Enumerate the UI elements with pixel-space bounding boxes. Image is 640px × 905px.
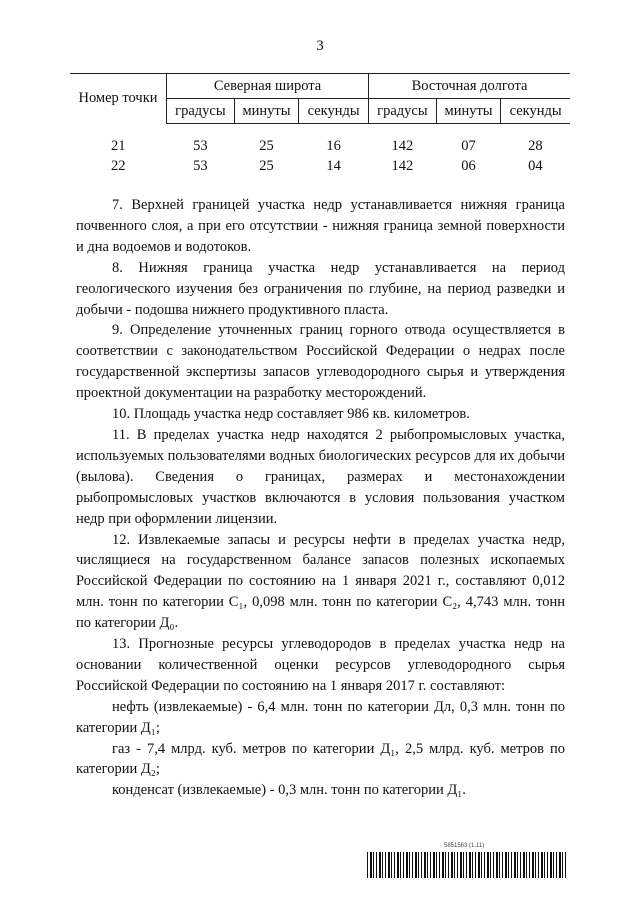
table-spacer-row bbox=[70, 124, 570, 137]
header-north-latitude: Северная широта bbox=[167, 74, 369, 99]
subheader-east-minutes: минуты bbox=[436, 99, 501, 124]
cell-east-sec: 28 bbox=[528, 137, 543, 154]
header-point-number: Номер точки bbox=[70, 74, 167, 124]
table-row bbox=[70, 156, 570, 176]
cell-east-min: 06 bbox=[461, 157, 476, 174]
cell-east-deg: 142 bbox=[391, 157, 414, 174]
cell-east-sec: 04 bbox=[528, 157, 543, 174]
subheader-east-seconds: секунды bbox=[501, 99, 570, 124]
paragraph-13: 13. Прогнозные ресурсы углеводородов в пределах участка недр на основании количественной оценки ресурсов углеводородного сырья Российской Федерации по состоянию на 1 января 2017 г. составляют: bbox=[76, 636, 565, 694]
cell-east-min: 07 bbox=[461, 137, 476, 154]
table-row bbox=[70, 136, 570, 156]
cell-north-sec: 16 bbox=[326, 137, 341, 154]
paragraph-7: 7. Верхней границей участка недр устанавливается нижняя граница почвенного слоя, а при его отсутствии - нижняя граница земной поверхности и дна водоемов и водотоков. bbox=[76, 197, 565, 255]
paragraph-oil: нефть (извлекаемые) - 6,4 млн. тонн по категории Дл, 0,3 млн. тонн по категории Д₁; bbox=[76, 698, 565, 736]
document-body bbox=[76, 195, 565, 801]
paragraph-gas: газ - 7,4 млрд. куб. метров по категории Д₁, 2,5 млрд. куб. метров по категории Д₂; bbox=[76, 740, 565, 778]
subheader-east-degrees: градусы bbox=[369, 99, 437, 124]
cell-north-min: 25 bbox=[259, 157, 274, 174]
paragraph-10: 10. Площадь участка недр составляет 986 кв. километров. bbox=[112, 406, 470, 423]
paragraph-12: 12. Извлекаемые запасы и ресурсы нефти в пределах участка недр, числящиеся на государственном балансе запасов полезных ископаемых Российской Федерации по состоянию на 1 января 2021 г., составляют 0,012 млн. тонн по категории C₁, 0,098 млн. тонн по категории C₂, 4,743 млн. тонн по категории Д₀. bbox=[76, 531, 565, 632]
cell-north-sec: 14 bbox=[326, 157, 341, 174]
cell-north-min: 25 bbox=[259, 137, 274, 154]
subheader-north-degrees: градусы bbox=[167, 99, 235, 124]
table-header-row bbox=[70, 74, 570, 99]
paragraph-condensate: конденсат (извлекаемые) - 0,3 млн. тонн по категории Д₁. bbox=[112, 782, 466, 799]
document-code: 5851563 (1.11) bbox=[444, 843, 485, 849]
subheader-north-minutes: минуты bbox=[234, 99, 299, 124]
subheader-north-seconds: секунды bbox=[299, 99, 369, 124]
paragraph-11: 11. В пределах участка недр находятся 2 рыбопромысловых участка, используемых пользователями водных биологических ресурсов для их добычи (вылова). Сведения о границах, размерах и местонахождении рыбопромысловых участков включаются в условия пользования участком недр при оформлении лицензии. bbox=[76, 426, 565, 527]
cell-point: 21 bbox=[111, 137, 126, 154]
cell-east-deg: 142 bbox=[391, 137, 414, 154]
paragraph-9: 9. Определение уточненных границ горного отвода осуществляется в соответствии с законодательством Российской Федерации о недрах после государственной экспертизы запасов углеводородного сырья и утверждения проектной документации на разработку месторождений. bbox=[76, 322, 565, 402]
cell-point: 22 bbox=[111, 157, 126, 174]
cell-north-deg: 53 bbox=[193, 157, 208, 174]
header-east-longitude: Восточная долгота bbox=[369, 74, 570, 99]
page-number: 3 bbox=[316, 38, 324, 54]
paragraph-8: 8. Нижняя граница участка недр устанавливается на период геологического изучения без ограничения по глубине, на период разведки и добычи - подошва нижнего продуктивного пласта. bbox=[76, 259, 565, 318]
cell-north-deg: 53 bbox=[193, 137, 208, 154]
barcode-icon bbox=[367, 852, 567, 878]
coordinates-table bbox=[70, 73, 570, 176]
